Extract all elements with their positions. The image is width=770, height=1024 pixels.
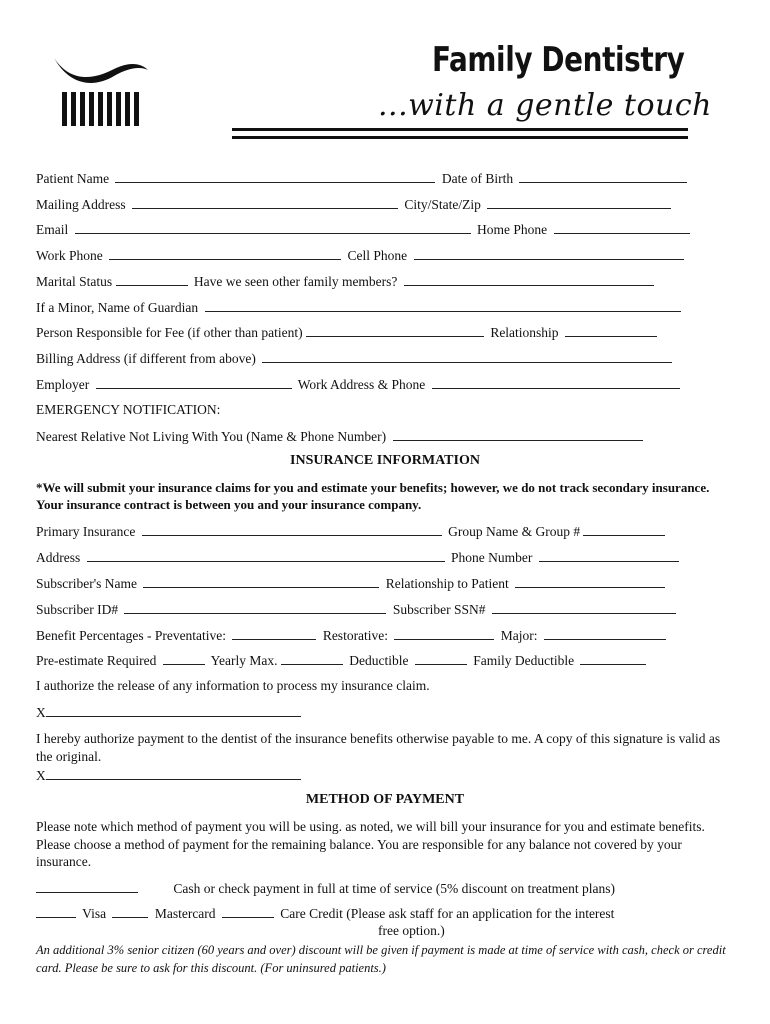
family-deductible-field[interactable] [580,652,646,665]
email-field[interactable] [75,221,471,234]
subscriber-ssn-field[interactable] [492,601,676,614]
cash-row [36,880,615,897]
marital-status-field[interactable] [116,273,188,286]
relationship-field[interactable] [565,324,657,337]
release-signature-field[interactable] [46,704,301,717]
responsible-row [36,324,660,341]
mastercard-label: Mastercard [154,906,216,921]
visa-label: Visa [82,906,107,921]
pre-estimate-label: Pre-estimate Required [36,653,157,668]
yearly-max-field[interactable] [281,652,343,665]
release-x-label: X [36,705,46,720]
mailing-address-label: Mailing Address [36,197,126,212]
guardian-label: If a Minor, Name of Guardian [36,300,199,315]
billing-row [36,350,675,367]
city-state-zip-label: City/State/Zip [404,197,481,212]
family-members-label: Have we seen other family members? [193,274,398,289]
subscriber-id-label: Subscriber ID# [36,602,119,617]
insurance-address-label: Address [36,550,81,565]
insurance-phone-label: Phone Number [451,550,533,565]
authorize-release-text: I authorize the release of any information to process my insurance claim. [36,678,430,693]
major-label: Major: [500,628,538,643]
brand-title: Family Dentistry [432,40,685,80]
restorative-field[interactable] [394,627,494,640]
relationship-patient-label: Relationship to Patient [385,576,509,591]
restorative-label: Restorative: [322,628,389,643]
nearest-relative-row [36,428,646,445]
mastercard-field[interactable] [112,905,148,918]
major-field[interactable] [544,627,666,640]
dob-field[interactable] [519,170,687,183]
mailing-row [36,196,674,213]
card-row [36,905,614,922]
marital-status-label: Marital Status [36,274,113,289]
insurance-address-field[interactable] [87,549,445,562]
care-credit-field[interactable] [222,905,274,918]
senior-discount-note: An additional 3% senior citizen (60 years and over) discount will be given if payment is made at time of service with cash, check or credit card. Please be sure to ask for this discount. (For uninsured patients.) [36,943,726,975]
care-credit-continued: free option.) [378,923,445,938]
work-phone-row [36,247,687,264]
patient-name-label: Patient Name [36,171,110,186]
payment-x-label: X [36,768,46,783]
city-state-zip-field[interactable] [487,196,671,209]
deductible-field[interactable] [415,652,467,665]
primary-insurance-field[interactable] [142,523,442,536]
yearly-max-label: Yearly Max. [210,653,278,668]
family-deductible-label: Family Deductible [473,653,575,668]
preventative-label: Benefit Percentages - Preventative: [36,628,227,643]
cell-phone-label: Cell Phone [347,248,408,263]
billing-address-label: Billing Address (if different from above) [36,351,256,366]
pre-estimate-field[interactable] [163,652,205,665]
work-phone-label: Work Phone [36,248,103,263]
benefits-row [36,627,669,644]
primary-insurance-label: Primary Insurance [36,524,136,539]
home-phone-field[interactable] [554,221,690,234]
patient-name-row [36,170,690,187]
pre-estimate-row [36,652,649,669]
subscriber-id-field[interactable] [124,601,386,614]
dob-label: Date of Birth [441,171,514,186]
release-signature-row [36,704,301,721]
subscriber-name-row [36,575,668,592]
payment-signature-field[interactable] [46,767,301,780]
patient-name-field[interactable] [115,170,435,183]
group-field[interactable] [583,523,665,536]
employer-field[interactable] [96,376,292,389]
preventative-field[interactable] [232,627,316,640]
nearest-relative-field[interactable] [393,428,643,441]
header-rule-bottom [232,136,688,139]
marital-row [36,273,657,290]
responsible-field[interactable] [306,324,484,337]
work-phone-field[interactable] [109,247,341,260]
employer-label: Employer [36,377,90,392]
subscriber-id-row [36,601,679,618]
relationship-patient-field[interactable] [515,575,665,588]
mailing-address-field[interactable] [132,196,398,209]
visa-field[interactable] [36,905,76,918]
payment-signature-row [36,767,301,784]
family-members-field[interactable] [404,273,654,286]
deductible-label: Deductible [349,653,409,668]
nearest-relative-label: Nearest Relative Not Living With You (Name & Phone Number) [36,429,387,444]
responsible-label: Person Responsible for Fee (if other than patient) [36,325,303,340]
subscriber-ssn-label: Subscriber SSN# [392,602,486,617]
cell-phone-field[interactable] [414,247,684,260]
home-phone-label: Home Phone [477,222,548,237]
billing-address-field[interactable] [262,350,672,363]
header-rule-top [232,128,688,131]
cash-label: Cash or check payment in full at time of service (5% discount on treatment plans) [173,881,615,896]
primary-insurance-row [36,523,668,540]
work-address-field[interactable] [432,376,680,389]
care-credit-label: Care Credit (Please ask staff for an application for the interest [280,906,615,921]
toothbrush-bristles-icon [62,92,139,126]
guardian-field[interactable] [205,299,681,312]
payment-heading: METHOD OF PAYMENT [305,792,465,807]
relationship-label: Relationship [490,325,559,340]
guardian-row [36,299,684,316]
email-row [36,221,693,238]
subscriber-name-label: Subscriber's Name [36,576,138,591]
authorize-payment-text: I hereby authorize payment to the dentist of the insurance benefits otherwise payable to me. A copy of this signature is valid as the original. [36,731,721,764]
swoosh-icon [54,58,148,83]
brand-tagline: ...with a gentle touch [378,88,712,123]
insurance-address-row [36,549,682,566]
cash-field[interactable] [36,880,138,893]
insurance-notice: *We will submit your insurance claims for you and estimate your benefits; however, we do not track secondary insurance. Your insurance contract is between you and your insurance company. [36,480,710,512]
tooth-logo [52,52,152,130]
work-address-label: Work Address & Phone [297,377,426,392]
insurance-phone-field[interactable] [539,549,679,562]
employer-row [36,376,683,393]
email-label: Email [36,222,69,237]
subscriber-name-field[interactable] [143,575,379,588]
group-label: Group Name & Group # [448,524,581,539]
payment-intro: Please note which method of payment you will be using. as noted, we will bill your insurance for you and estimate benefits. Please choose a method of payment for the remaining balance. You are responsible for any balance not covered by your insurance. [36,819,705,869]
insurance-heading: INSURANCE INFORMATION [290,453,480,468]
emergency-heading: EMERGENCY NOTIFICATION: [36,402,221,417]
